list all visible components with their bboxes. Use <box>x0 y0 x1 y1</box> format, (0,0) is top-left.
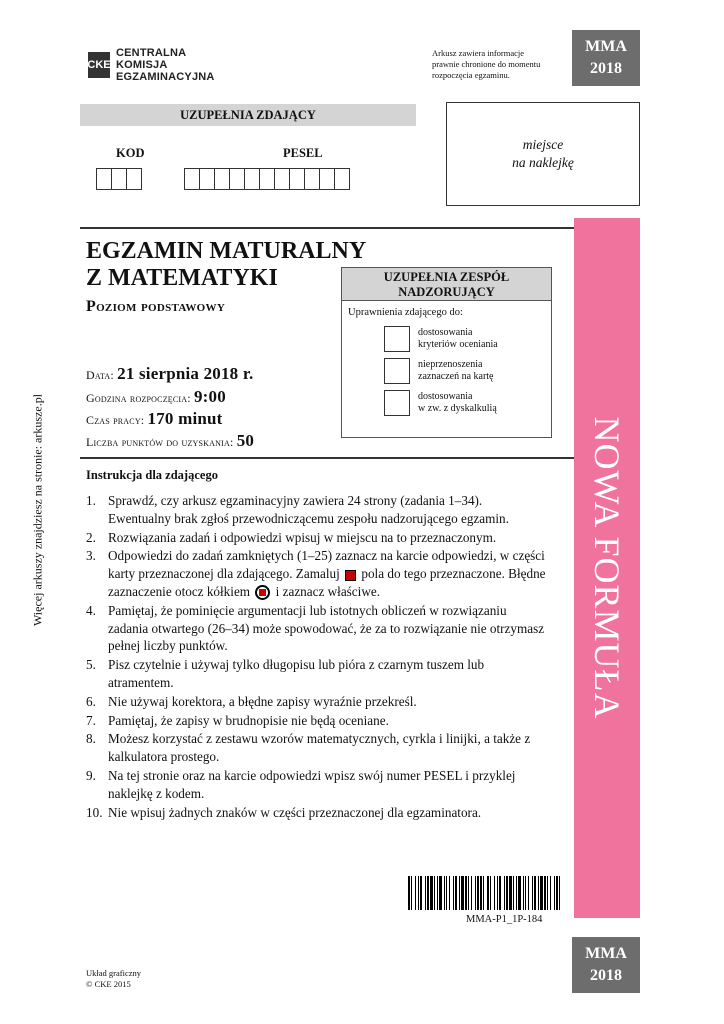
exam-year: 2018 <box>590 967 622 984</box>
pesel-cell[interactable] <box>319 168 335 190</box>
exam-title-line-2: Z MATEMATYKI <box>86 265 278 291</box>
exam-start <box>86 387 226 407</box>
option-3-line-2: w zw. z dyskalkulią <box>418 403 497 414</box>
divider-middle <box>80 457 574 459</box>
pesel-cell[interactable] <box>334 168 350 190</box>
adjust-grading-checkbox[interactable] <box>384 326 410 352</box>
item-text: Pisz czytelnie i używaj tylko długopisu lub pióra z czarnym tuszem lub atramentem. <box>108 657 485 690</box>
item-text-part-1: Odpowiedzi do zadań zamkniętych (1–25) zaznacz na karcie odpowiedzi, w części karty przeznaczonej dla zdającego. Zamaluj <box>108 548 545 582</box>
pesel-cell[interactable] <box>274 168 290 190</box>
sticker-area[interactable] <box>446 102 640 206</box>
sticker-line-1: miejsce <box>522 137 564 152</box>
item-number: 3. <box>86 548 96 564</box>
instruction-item <box>86 767 546 803</box>
instruction-item <box>86 804 546 822</box>
item-number: 9. <box>86 767 96 783</box>
item-text: Sprawdź, czy arkusz egzaminacyjny zawiera 24 strony (zadania 1–34). Ewentualny brak zgłoś przewodniczącemu zespołu nadzorującego egzamin. <box>108 493 509 526</box>
exam-date <box>86 364 253 384</box>
formula-label: NOWA FORMUŁA <box>587 416 627 720</box>
confidentiality-notice <box>432 48 562 81</box>
logo-line-1: CENTRALNA <box>116 47 187 59</box>
exam-code-badge-bottom <box>572 937 640 993</box>
points-value: 50 <box>236 431 255 450</box>
supervisors-header <box>341 267 552 301</box>
instruction-item <box>86 656 546 692</box>
notice-line-1: Arkusz zawiera informacje <box>432 48 525 58</box>
instructions-list <box>86 492 546 822</box>
item-text: Pamiętaj, że pominięcie argumentacji lub istotnych obliczeń w rozwiązaniu zadania otwartego (26–34) może spowodować, że za to rozwiązanie nie otrzymasz pełnej liczby punktów. <box>108 602 545 654</box>
footer-line-2: © CKE 2015 <box>86 979 131 989</box>
instruction-item <box>86 693 546 711</box>
barcode-icon <box>408 876 560 910</box>
logo-line-3: EGZAMINACYJNA <box>116 71 215 83</box>
exam-level: Poziom podstawowy <box>86 298 226 315</box>
item-text <box>108 547 546 600</box>
notice-line-3: rozpoczęcia egzaminu. <box>432 70 510 80</box>
instruction-item <box>86 730 546 766</box>
option-3-line-1: dostosowania <box>418 391 473 402</box>
dyscalculia-checkbox[interactable] <box>384 390 410 416</box>
points-label: Liczba punktów do uzyskania: <box>86 435 234 449</box>
sticker-line-2: na naklejkę <box>512 155 574 170</box>
option-1-line-1: dostosowania <box>418 327 473 338</box>
logo-line-2: KOMISJA <box>116 59 168 71</box>
kod-cell[interactable] <box>111 168 127 190</box>
candidate-band: UZUPEŁNIA ZDAJĄCY <box>80 104 416 126</box>
instruction-item <box>86 712 546 730</box>
pesel-cell[interactable] <box>259 168 275 190</box>
footer-line-1: Układ graficzny <box>86 968 141 978</box>
cke-logo-icon: CKE <box>88 52 110 78</box>
item-number: 5. <box>86 657 96 673</box>
instruction-item <box>86 529 546 547</box>
pesel-field[interactable] <box>184 168 349 190</box>
instructions-title: Instrukcja dla zdającego <box>86 468 218 482</box>
kod-cell[interactable] <box>96 168 112 190</box>
item-text: Nie używaj korektora, a błędne zapisy wyraźnie przekreśl. <box>108 693 417 709</box>
pesel-cell[interactable] <box>199 168 215 190</box>
kod-cell[interactable] <box>126 168 142 190</box>
pesel-cell[interactable] <box>184 168 200 190</box>
item-number: 7. <box>86 712 96 728</box>
item-text: Możesz korzystać z zestawu wzorów matematycznych, cyrkla i linijki, a także z kalkulatora prostego. <box>108 731 531 765</box>
option-2-line-2: zaznaczeń na kartę <box>418 371 494 382</box>
date-label: Data: <box>86 368 114 382</box>
item-number: 10. <box>86 804 103 820</box>
item-text-part-2: pola do tego przeznaczone. Błędne zaznaczenie otocz kółkiem <box>108 566 546 599</box>
start-label: Godzina rozpoczęcia: <box>86 391 191 405</box>
institution-name <box>116 47 215 83</box>
item-number: 6. <box>86 693 96 709</box>
pesel-cell[interactable] <box>304 168 320 190</box>
date-value: 21 sierpnia 2018 r. <box>117 364 254 383</box>
pesel-cell[interactable] <box>229 168 245 190</box>
pesel-cell[interactable] <box>244 168 260 190</box>
item-number: 2. <box>86 529 96 545</box>
adjust-grading-label <box>418 327 498 351</box>
barcode-text: MMA-P1_1P-184 <box>466 914 543 925</box>
option-1-line-2: kryteriów oceniania <box>418 339 498 350</box>
pesel-cell[interactable] <box>289 168 305 190</box>
supervisors-header-line-1: UZUPEŁNIA ZESPÓŁ <box>383 270 510 284</box>
divider-top <box>80 227 574 229</box>
exam-title <box>86 238 366 292</box>
exam-duration <box>86 409 223 429</box>
option-2-line-1: nieprzenoszenia <box>418 359 483 370</box>
circled-square-icon <box>255 585 270 600</box>
kod-field[interactable] <box>96 168 141 190</box>
instruction-item <box>86 547 546 600</box>
dyscalculia-label <box>418 391 497 415</box>
item-text-part-3: i zaznacz właściwe. <box>275 583 380 599</box>
exam-points <box>86 431 254 451</box>
kod-label: KOD <box>116 146 145 160</box>
filled-square-icon <box>345 570 356 581</box>
supervisors-header-line-2: NADZORUJĄCY <box>398 285 495 299</box>
duration-label: Czas pracy: <box>86 413 145 427</box>
instruction-item <box>86 602 546 655</box>
exam-code-badge-top <box>572 30 640 86</box>
footer-credit <box>86 968 141 990</box>
item-text: Na tej stronie oraz na karcie odpowiedzi wpisz swój numer PESEL i przyklej naklejkę z kodem. <box>108 767 516 801</box>
exam-code: MMA <box>585 945 627 962</box>
exam-year: 2018 <box>590 60 622 77</box>
item-number: 8. <box>86 731 96 747</box>
pesel-cell[interactable] <box>214 168 230 190</box>
exam-title-line-1: EGZAMIN MATURALNY <box>86 238 367 264</box>
notice-line-2: prawnie chronione do momentu <box>432 59 541 69</box>
item-number: 4. <box>86 602 96 618</box>
item-number: 1. <box>86 493 96 508</box>
item-text: Rozwiązania zadań i odpowiedzi wpisuj w miejscu na to przeznaczonym. <box>108 529 497 545</box>
instruction-item <box>86 492 546 528</box>
pesel-label: PESEL <box>283 146 323 160</box>
item-text: Pamiętaj, że zapisy w brudnopisie nie będą oceniane. <box>108 712 389 728</box>
exam-code: MMA <box>585 38 627 55</box>
side-website-note: Więcej arkuszy znajdziesz na stronie: arkusze.pl <box>30 393 45 627</box>
supervisors-subtitle: Uprawnienia zdającego do: <box>348 307 463 318</box>
duration-value: 170 minut <box>147 409 223 428</box>
item-text: Nie wpisuj żadnych znaków w części przeznaczonej dla egzaminatora. <box>108 804 482 820</box>
start-value: 9:00 <box>193 387 226 406</box>
no-transfer-label <box>418 359 494 383</box>
no-transfer-checkbox[interactable] <box>384 358 410 384</box>
